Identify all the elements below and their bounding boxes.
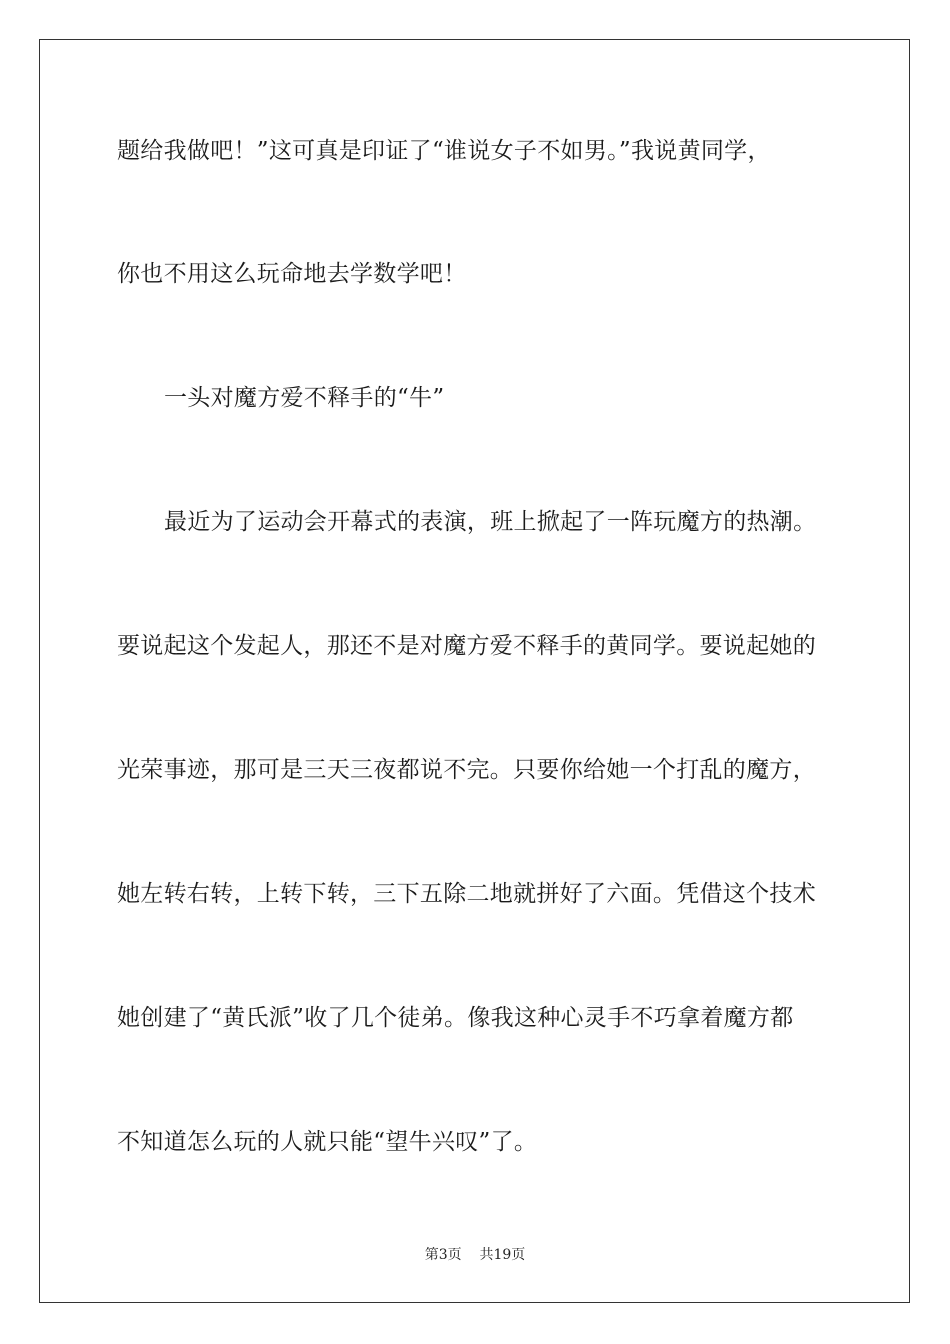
text-line-3: 最近为了运动会开幕式的表演，班上掀起了一阵玩魔方的热潮。	[164, 509, 817, 535]
text-line-5: 光荣事迹，那可是三天三夜都说不完。只要你给她一个打乱的魔方，	[117, 757, 816, 783]
text-line-2: 你也不用这么玩命地去学数学吧！	[117, 261, 467, 287]
text-line-1: 题给我做吧！”这可真是印证了“谁说女子不如男。”我说黄同学，	[117, 138, 771, 164]
text-line-7: 她创建了“黄氏派”收了几个徒弟。像我这种心灵手不巧拿着魔方都	[117, 1005, 794, 1031]
text-line-6: 她左转右转，上转下转，三下五除二地就拼好了六面。凭借这个技术	[117, 881, 816, 907]
page-number-footer: 第3页 共19页	[424, 1247, 526, 1263]
section-heading: 一头对魔方爱不释手的“牛”	[164, 385, 445, 411]
text-line-8: 不知道怎么玩的人就只能“望牛兴叹”了。	[117, 1129, 538, 1155]
page-border	[39, 39, 910, 1303]
text-line-4: 要说起这个发起人，那还不是对魔方爱不释手的黄同学。要说起她的	[117, 633, 816, 659]
